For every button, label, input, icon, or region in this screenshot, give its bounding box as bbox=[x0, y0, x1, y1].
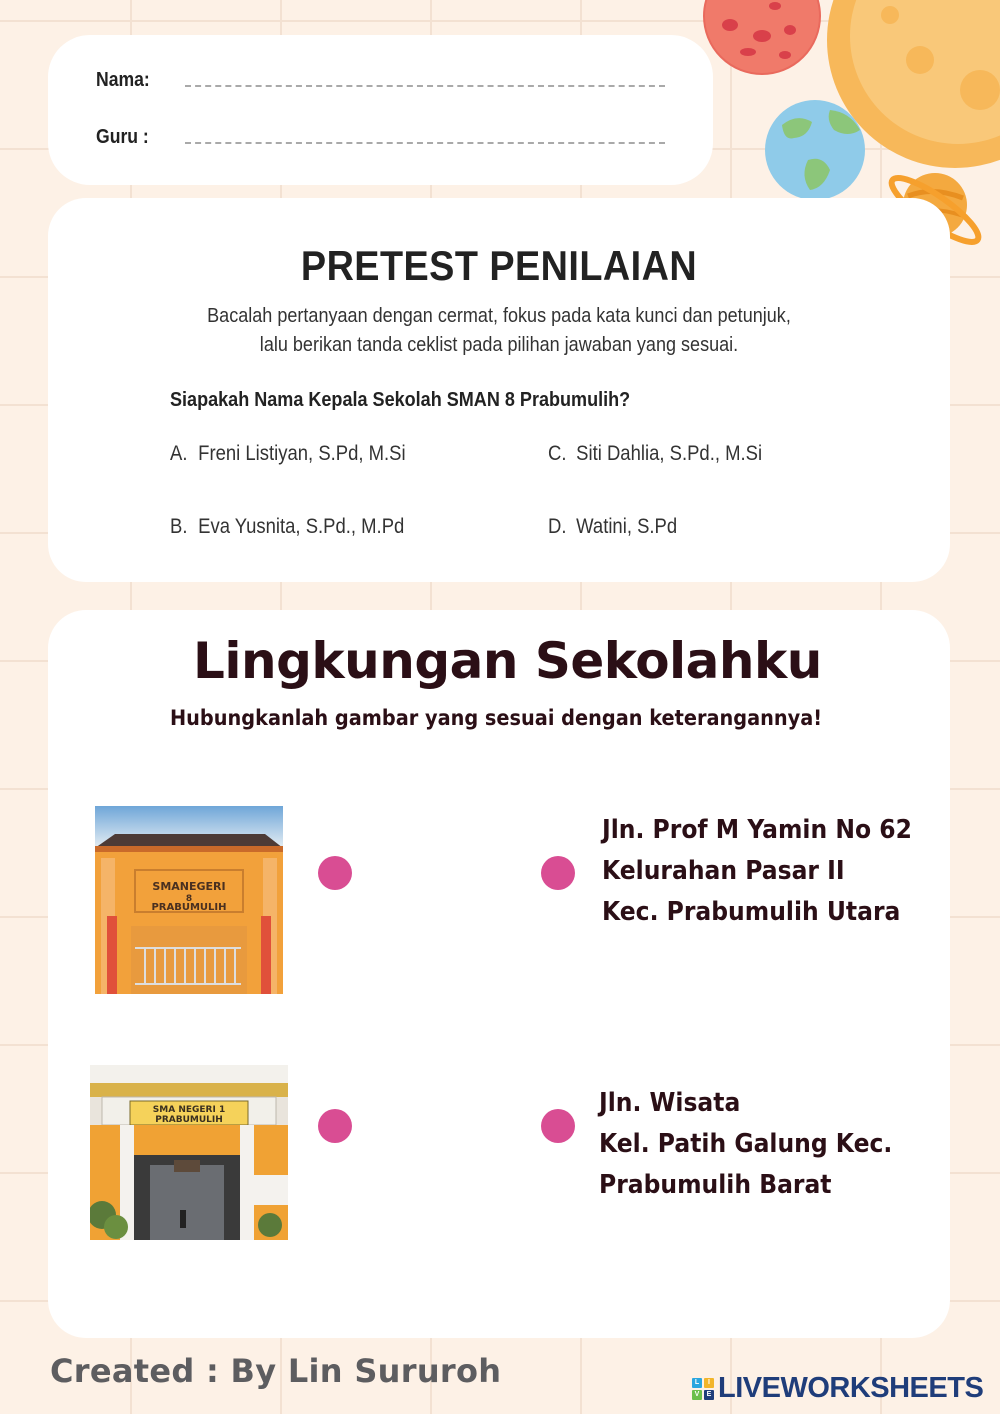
photo-2-sign-line-1: SMA NEGERI 1 bbox=[152, 1105, 226, 1115]
name-input-line[interactable] bbox=[185, 85, 665, 87]
pretest-card bbox=[48, 198, 950, 582]
logo-letter-i: I bbox=[704, 1378, 714, 1388]
option-a[interactable] bbox=[170, 442, 406, 466]
pretest-title: PRETEST PENILAIAN bbox=[300, 242, 698, 289]
instructions-line-2: lalu berikan tanda ceklist pada pilihan jawaban yang sesuai. bbox=[259, 333, 739, 356]
matching-subtitle: Hubungkanlah gambar yang sesuai dengan keterangannya! bbox=[170, 706, 823, 730]
address-2-line-2: Kel. Patih Galung Kec. bbox=[599, 1129, 893, 1159]
option-d-letter: D. bbox=[548, 515, 567, 538]
photo-2-sign-line-2: PRABUMULIH bbox=[155, 1115, 223, 1125]
liveworksheets-logo[interactable] bbox=[692, 1372, 983, 1405]
option-d-text: Watini, S.Pd bbox=[576, 515, 678, 538]
option-a-text: Freni Listiyan, S.Pd, M.Si bbox=[198, 442, 406, 465]
photo-2-connector-dot[interactable] bbox=[318, 1109, 352, 1143]
option-a-letter: A. bbox=[170, 442, 188, 465]
address-1-connector-dot[interactable] bbox=[541, 856, 575, 890]
photo-1-sign-line-2: 8 bbox=[185, 894, 193, 904]
address-2-line-1: Jln. Wisata bbox=[599, 1088, 741, 1118]
address-2-connector-dot[interactable] bbox=[541, 1109, 575, 1143]
option-c-letter: C. bbox=[548, 442, 567, 465]
photo-1-sign-line-3: PRABUMULIH bbox=[151, 902, 227, 913]
option-b[interactable] bbox=[170, 515, 404, 539]
earth-icon bbox=[765, 100, 865, 200]
logo-letter-e: E bbox=[704, 1390, 714, 1400]
option-d[interactable] bbox=[548, 515, 677, 539]
address-1 bbox=[602, 810, 912, 933]
option-b-text: Eva Yusnita, S.Pd., M.Pd bbox=[198, 515, 405, 538]
option-c-text: Siti Dahlia, S.Pd., M.Si bbox=[576, 442, 763, 465]
school-photo-2 bbox=[90, 1065, 288, 1240]
address-2-line-3: Prabumulih Barat bbox=[599, 1170, 832, 1200]
liveworksheets-brand-text: LIVEWORKSHEETS bbox=[718, 1372, 984, 1404]
question-text: Siapakah Nama Kepala Sekolah SMAN 8 Prabumulih? bbox=[170, 388, 631, 411]
photo-1-connector-dot[interactable] bbox=[318, 856, 352, 890]
teacher-label: Guru : bbox=[96, 126, 149, 148]
matching-card bbox=[48, 610, 950, 1338]
logo-letter-v: V bbox=[692, 1390, 702, 1400]
photo-1-sign-line-1: SMANEGERI bbox=[152, 880, 226, 893]
logo-letter-l: L bbox=[692, 1378, 702, 1388]
option-c[interactable] bbox=[548, 442, 762, 466]
address-1-line-1: Jln. Prof M Yamin No 62 bbox=[602, 815, 912, 845]
address-2 bbox=[599, 1083, 892, 1206]
name-label: Nama: bbox=[96, 69, 150, 91]
option-b-letter: B. bbox=[170, 515, 188, 538]
red-planet-icon bbox=[704, 0, 820, 74]
address-1-line-2: Kelurahan Pasar II bbox=[602, 856, 845, 886]
address-1-line-3: Kec. Prabumulih Utara bbox=[602, 897, 901, 927]
author-credit: Created : By Lin Sururoh bbox=[50, 1352, 502, 1390]
instructions-line-1: Bacalah pertanyaan dengan cermat, fokus pada kata kunci dan petunjuk, bbox=[207, 304, 791, 327]
liveworksheets-logo-icon bbox=[692, 1378, 714, 1400]
matching-title: Lingkungan Sekolahku bbox=[193, 632, 822, 690]
teacher-input-line[interactable] bbox=[185, 142, 665, 144]
student-info-card bbox=[48, 35, 713, 185]
school-photo-1 bbox=[95, 806, 283, 994]
